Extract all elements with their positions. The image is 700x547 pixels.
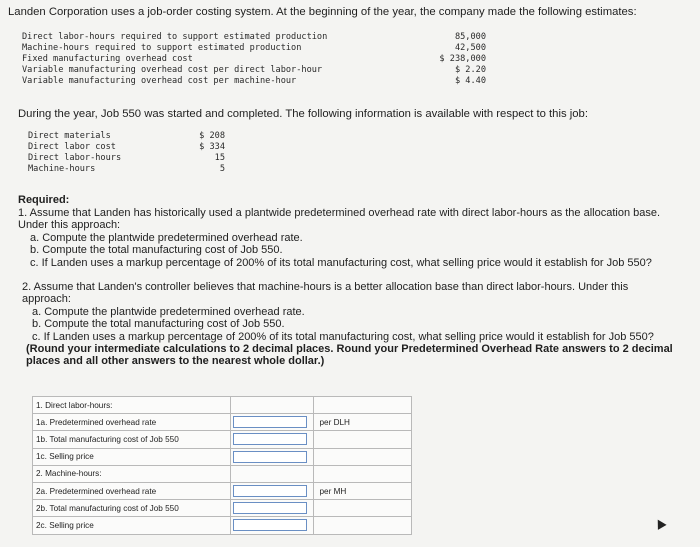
answer-input-1c[interactable] — [233, 451, 307, 463]
answer-cell — [231, 431, 314, 448]
unit-cell — [314, 517, 412, 534]
answer-cell — [231, 500, 314, 517]
question-1c-text: c. If Landen uses a markup percentage of 200% of its total manufacturing cost, what selling price would it establish for Job 550? — [30, 257, 652, 269]
unit-cell — [314, 465, 412, 482]
row-label: 2b. Total manufacturing cost of Job 550 — [33, 500, 231, 517]
table-row — [33, 414, 412, 431]
answer-cell — [231, 414, 314, 431]
answer-cell — [231, 482, 314, 499]
section-label: 1. Direct labor-hours: — [33, 397, 231, 414]
question-2c-text: c. If Landen uses a markup percentage of 200% of its total manufacturing cost, what selling price would it establish for Job 550? — [32, 331, 654, 343]
unit-cell — [314, 448, 412, 465]
table-row — [33, 397, 412, 414]
question-2-text-cont: approach: — [22, 293, 71, 305]
unit-cell — [314, 500, 412, 517]
table-row — [33, 431, 412, 448]
answer-input-2c[interactable] — [233, 519, 307, 531]
estimate-value: $ 2.20 — [454, 65, 486, 75]
question-2b-text: b. Compute the total manufacturing cost of Job 550. — [32, 318, 285, 330]
row-label: 2c. Selling price — [33, 517, 231, 534]
table-row — [33, 517, 412, 534]
row-label: 1a. Predetermined overhead rate — [33, 414, 231, 431]
job-intro-text: During the year, Job 550 was started and completed. The following information is available with respect to this job: — [18, 108, 588, 120]
row-label: 2a. Predetermined overhead rate — [33, 482, 231, 499]
question-1a-text: a. Compute the plantwide predetermined overhead rate. — [30, 232, 303, 244]
estimate-value: 42,500 — [454, 43, 486, 53]
table-row — [33, 465, 412, 482]
answer-cell — [231, 448, 314, 465]
job-info-value: 5 — [219, 164, 225, 174]
question-2a-text: a. Compute the plantwide predetermined overhead rate. — [32, 306, 305, 318]
mouse-cursor-icon — [653, 517, 666, 530]
rounding-note: (Round your intermediate calculations to 2 decimal places. Round your Predetermined Overhead Rate answers to 2 decimal — [26, 343, 673, 355]
table-row — [33, 448, 412, 465]
answer-cell — [231, 397, 314, 414]
question-1b-text: b. Compute the total manufacturing cost of Job 550. — [30, 244, 283, 256]
estimate-label: Machine-hours required to support estimated production — [22, 43, 302, 53]
estimate-label: Fixed manufacturing overhead cost — [22, 54, 193, 64]
question-2-text: 2. Assume that Landen's controller believes that machine-hours is a better allocation base than direct labor-hours. Under this — [22, 281, 629, 293]
estimate-label: Variable manufacturing overhead cost per machine-hour — [22, 76, 297, 86]
row-label: 1b. Total manufacturing cost of Job 550 — [33, 431, 231, 448]
job-info-label: Direct labor cost — [28, 142, 116, 152]
answer-cell — [231, 517, 314, 534]
unit-cell — [314, 431, 412, 448]
estimate-label: Direct labor-hours required to support estimated production — [22, 32, 328, 42]
table-row — [33, 482, 412, 499]
job-info-label: Direct labor-hours — [28, 153, 122, 163]
answer-table — [32, 396, 412, 535]
row-label: 1c. Selling price — [33, 448, 231, 465]
estimate-label: Variable manufacturing overhead cost per direct labor-hour — [22, 65, 323, 75]
answer-input-1a[interactable] — [233, 416, 307, 428]
unit-label: per DLH — [314, 414, 412, 431]
job-info-value: $ 334 — [199, 142, 225, 152]
answer-cell — [231, 465, 314, 482]
section-label: 2. Machine-hours: — [33, 465, 231, 482]
job-info-value: 15 — [214, 153, 225, 163]
estimate-value: 85,000 — [454, 32, 486, 42]
required-heading: Required: — [18, 194, 70, 206]
unit-label: per MH — [314, 482, 412, 499]
question-1-text: 1. Assume that Landen has historically used a plantwide predetermined overhead rate with direct labor-hours as the allocation base. — [18, 207, 661, 219]
job-info-label: Machine-hours — [28, 164, 96, 174]
intro-text: Landen Corporation uses a job-order costing system. At the beginning of the year, the company made the following estimates: — [8, 6, 637, 18]
answer-input-1b[interactable] — [233, 433, 307, 445]
estimate-value: $ 238,000 — [439, 54, 486, 64]
table-row — [33, 500, 412, 517]
unit-cell — [314, 397, 412, 414]
answer-input-2b[interactable] — [233, 502, 307, 514]
answer-input-2a[interactable] — [233, 485, 307, 497]
rounding-note-cont: places and all other answers to the nearest whole dollar.) — [26, 355, 325, 367]
question-1-text-cont: Under this approach: — [18, 219, 121, 231]
job-info-label: Direct materials — [28, 131, 111, 141]
estimate-value: $ 4.40 — [454, 76, 486, 86]
job-info-value: $ 208 — [199, 131, 225, 141]
